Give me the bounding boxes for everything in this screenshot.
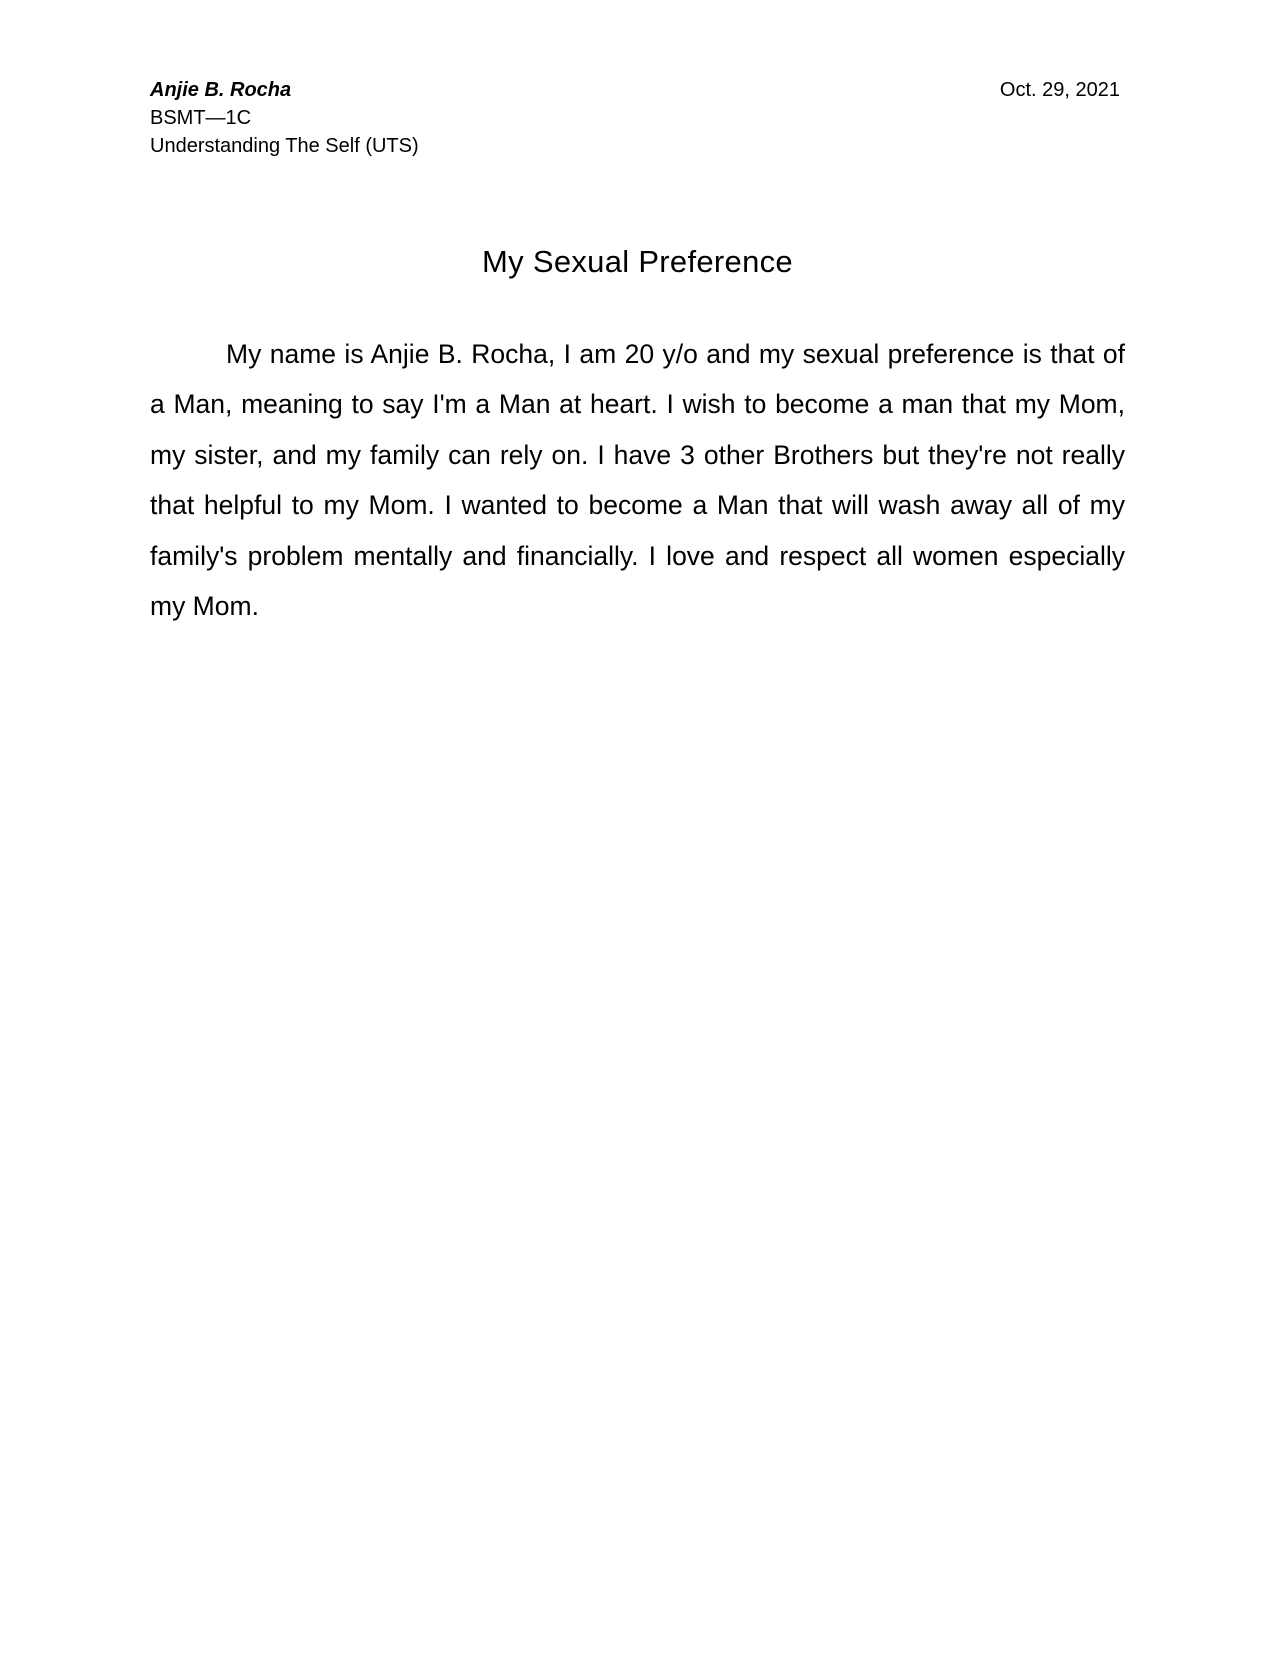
author-name: Anjie B. Rocha (150, 79, 292, 101)
body-paragraph: My name is Anjie B. Rocha, I am 20 y/o and my sexual preference is that of a Man, meaning to say I'm a Man at heart. I wish to become a man that my Mom, my sister, and my family can rely on. I have 3 other Brothers but they're not really that helpful to my Mom. I wanted to become a Man that will wash away all of my family's problem mentally and financially. I love and respect all women especially my Mom. (150, 339, 1125, 622)
course-name: Understanding The Self (UTS) (150, 135, 419, 157)
document-date: Oct. 29, 2021 (999, 79, 1120, 101)
section-code: BSMT—1C (150, 107, 252, 129)
header-info-block (150, 76, 419, 160)
document-title: My Sexual Preference (482, 244, 793, 279)
